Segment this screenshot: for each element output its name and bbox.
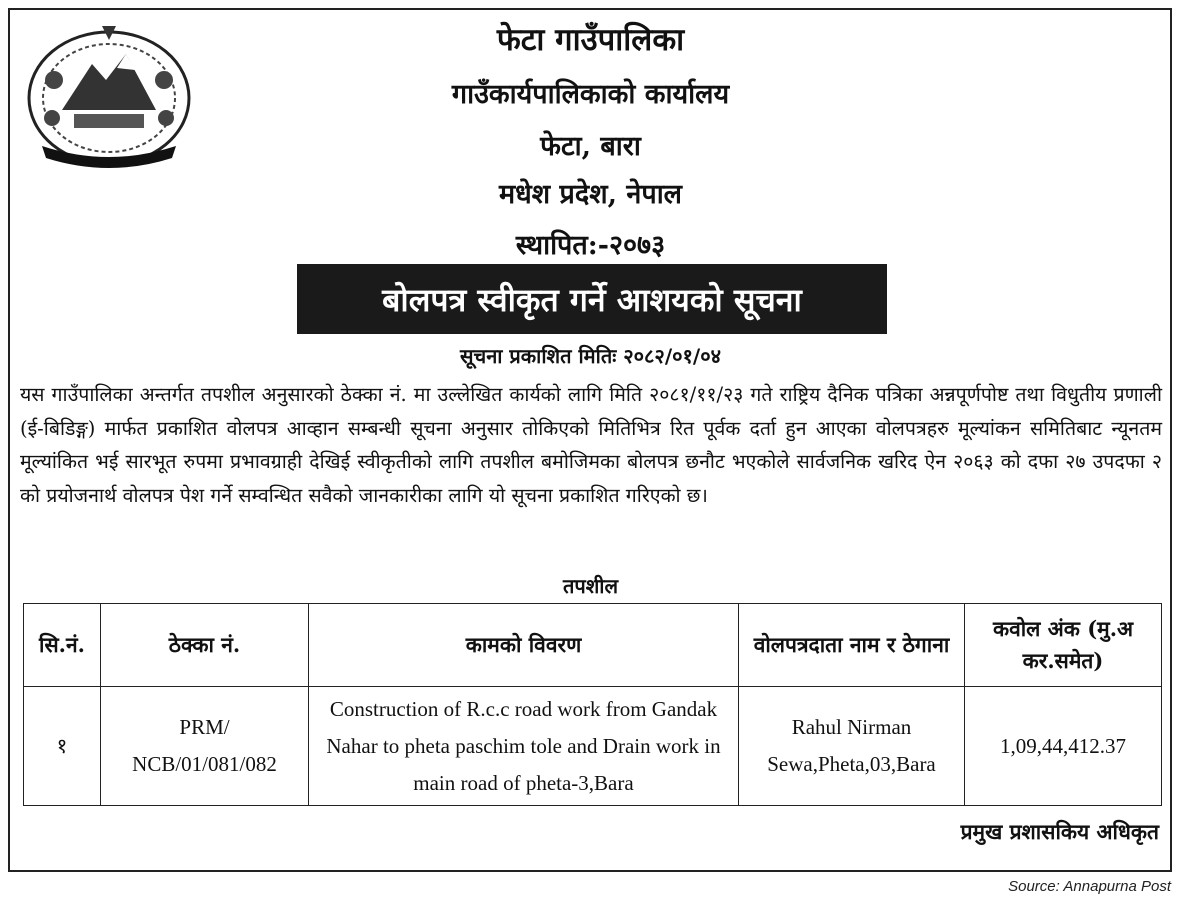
col-header-contract: ठेक्का नं. (101, 604, 309, 687)
table-header-row (24, 604, 1162, 687)
established-year: स्थापित:-२०७३ (515, 230, 666, 261)
col-header-bidder: वोलपत्रदाता नाम र ठेगाना (739, 604, 965, 687)
signatory: प्रमुख प्रशासकिय अधिकृत (960, 819, 1159, 844)
details-table (23, 603, 1162, 806)
cell-description: Construction of R.c.c road work from Gandak Nahar to pheta paschim tole and Drain work in main road of pheta-3,Bara (309, 687, 739, 806)
notice-title-banner (297, 264, 887, 334)
table-row (24, 687, 1162, 806)
publish-date: सूचना प्रकाशित मितिः २०८२/०१/०४ (459, 344, 722, 368)
province-country: मधेश प्रदेश, नेपाल (499, 179, 682, 210)
notice-body: यस गाउँपालिका अन्तर्गत तपशील अनुसारको ठेक्का नं. मा उल्लेखित कार्यको लागि मिति २०८१/११/२३ गते राष्ट्रिय दैनिक पत्रिका अन्नपूर्णपोष्ट तथा विधुतीय प्रणाली (ई-बिडिङ्ग) मार्फत प्रकाशित वोलपत्र आव्हान सम्बन्धी सूचना अनुसार तोकिएको मितिभित्र रित पूर्वक दर्ता हुन आएका वोलपत्रहरु मूल्यांकन समितिबाट न्यूनतम मूल्यांकित भई सारभूत रुपमा प्रभावग्राही देखिई स्वीकृतीको लागि तपशील बमोजिमका बोलपत्र छनौट भएकोले सार्वजनिक खरिद ऐन २०६३ को दफा २७ उपदफा २ को प्रयोजनार्थ वोलपत्र पेश गर्ने सम्वन्धित सवैको जानकारीका लागि यो सूचना प्रकाशित गरिएको छ। (20, 383, 1162, 507)
office-location: फेटा, बारा (540, 131, 641, 162)
office-name: गाउँकार्यपालिकाको कार्यालय (451, 79, 730, 110)
cell-bidder: Rahul Nirman Sewa,Pheta,03,Bara (739, 687, 965, 806)
municipality-name: फेटा गाउँपालिका (496, 22, 685, 58)
col-header-sn: सि.नं. (24, 604, 101, 687)
notice-title: बोलपत्र स्वीकृत गर्ने आशयको सूचना (382, 280, 802, 319)
col-header-description: कामको विवरण (309, 604, 739, 687)
cell-contract: PRM/ NCB/01/081/082 (101, 687, 309, 806)
cell-sn: १ (24, 687, 101, 806)
col-header-amount: कवोल अंक (मु.अ कर.समेत) (965, 604, 1162, 687)
cell-amount: 1,09,44,412.37 (965, 687, 1162, 806)
tapashil-label: तपशील (562, 574, 619, 598)
source-credit: Source: Annapurna Post (1008, 878, 1171, 895)
